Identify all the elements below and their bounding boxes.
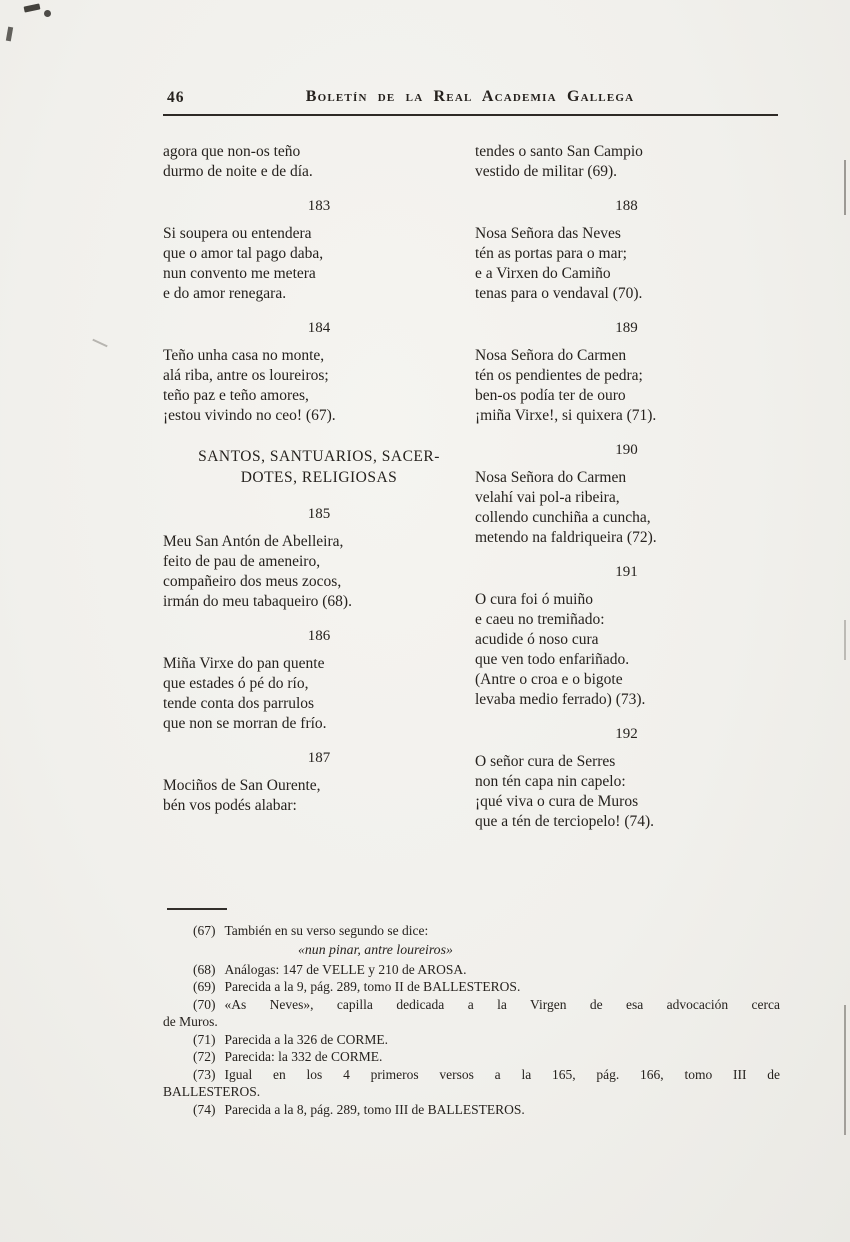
footnote — [163, 1101, 780, 1119]
verse-number: 186 — [307, 628, 331, 644]
verse-line: velahí vai pol-a ribeira, — [475, 489, 620, 506]
footnote-text: También en su verso segundo se dice: — [224, 923, 429, 938]
verse-block — [475, 724, 778, 832]
verse-line: vestido de militar (69). — [475, 163, 618, 180]
verse-line: ¡qué viva o cura de Muros — [475, 793, 639, 810]
verse-number: 184 — [307, 320, 331, 336]
verse-line: tende conta dos parrulos — [163, 695, 315, 712]
footnote-marker: (67) — [193, 923, 216, 938]
verse-line: non tén capa nin capelo: — [475, 773, 626, 790]
scan-speck — [6, 27, 13, 42]
verse-block — [163, 318, 475, 426]
verse-line: collendo cunchiña a cuncha, — [475, 509, 651, 526]
verse-line: tén os pendientes de pedra; — [475, 367, 643, 384]
verse-line: irmán do meu tabaqueiro (68). — [163, 593, 352, 610]
footnote-text: Parecida a la 9, pág. 289, tomo II de BALLESTEROS. — [224, 979, 521, 994]
verse-block — [475, 142, 778, 182]
footnote-marker: (73) — [193, 1066, 216, 1082]
verse-line: O señor cura de Serres — [475, 753, 616, 770]
header-rule — [163, 114, 778, 116]
footnote-line — [163, 1048, 780, 1066]
verse-line: ben-os podía ter de ouro — [475, 387, 626, 404]
footnote-text: Parecida a la 8, pág. 289, tomo III de BALLESTEROS. — [224, 1101, 525, 1117]
verse-line: Nosa Señora do Carmen — [475, 347, 627, 364]
footnote — [163, 1031, 780, 1049]
verse-block — [475, 562, 778, 710]
verse-line: ¡miña Virxe!, si quixera (71). — [475, 407, 657, 424]
verse-line: tenas para o vendaval (70). — [475, 285, 643, 302]
verse-line: tén as portas para o mar; — [475, 245, 627, 262]
footnote — [163, 1066, 780, 1101]
footnote-marker: (71) — [193, 1031, 216, 1047]
verse-line: levaba medio ferrado) (73). — [475, 691, 646, 708]
verse-line: compañeiro dos meus zocos, — [163, 573, 342, 590]
text-body — [163, 142, 778, 846]
verse-line: teño paz e teño amores, — [163, 387, 309, 404]
verse-line: que a tén de terciopelo! (74). — [475, 813, 655, 830]
verse-line: feito de pau de ameneiro, — [163, 553, 321, 570]
verse-line: e do amor renegara. — [163, 285, 287, 302]
footnote-line: BALLESTEROS. — [163, 1084, 261, 1099]
verse-number: 188 — [615, 198, 638, 214]
verse-number: 187 — [307, 750, 331, 766]
verse-line: (Antre o croa e o bigote — [475, 671, 623, 688]
verse-line: ¡estou vivindo no ceo! (67). — [163, 407, 336, 424]
verse-block — [475, 440, 778, 548]
footnote-line — [163, 1066, 780, 1084]
verse-line: Meu San Antón de Abelleira, — [163, 533, 344, 550]
verse-block — [163, 748, 475, 816]
verse-line: O cura foi ó muiño — [475, 591, 593, 608]
scan-smudge — [92, 339, 107, 348]
verse-block — [475, 318, 778, 426]
heading-line: DOTES, RELIGIOSAS — [240, 469, 398, 486]
verse-line: metendo na faldriqueira (72). — [475, 529, 657, 546]
footnote-line: de Muros. — [163, 1014, 218, 1029]
verse-line: agora que non-os teño — [163, 143, 301, 160]
verse-line: e a Virxen do Camiño — [475, 265, 611, 282]
column-left — [163, 142, 475, 846]
footnote-line — [163, 922, 780, 940]
verse-line: alá riba, antre os loureiros; — [163, 367, 329, 384]
verse-line: que o amor tal pago daba, — [163, 245, 324, 262]
verse-number: 192 — [615, 726, 638, 742]
verse-line: Mociños de San Ourente, — [163, 777, 321, 794]
footnote — [163, 961, 780, 979]
scan-edge-line — [844, 620, 846, 660]
page-number: 46 — [167, 89, 185, 106]
footnote-text: Igual en los 4 primeros versos a la 165, pág. 166, tomo III de — [224, 1066, 780, 1082]
footnote-marker: (68) — [193, 961, 216, 977]
heading-line: SANTOS, SANTUARIOS, SACER- — [198, 448, 440, 465]
footnote — [163, 922, 780, 959]
verse-line: que non se morran de frío. — [163, 715, 327, 732]
verse-line: que ven todo enfariñado. — [475, 651, 630, 668]
verse-block — [163, 142, 475, 182]
scan-edge-line — [844, 1005, 846, 1135]
footnote-text: Análogas: 147 de VELLE y 210 de AROSA. — [224, 961, 467, 977]
verse-number: 190 — [615, 442, 638, 458]
verse-line: durmo de noite e de día. — [163, 163, 313, 180]
footnote-line — [163, 978, 780, 996]
verse-line: Nosa Señora das Neves — [475, 225, 621, 242]
verse-block — [475, 196, 778, 304]
verse-line: nun convento me metera — [163, 265, 316, 282]
footnote-separator — [167, 908, 227, 910]
verse-number: 185 — [307, 506, 331, 522]
verse-line: Teño unha casa no monte, — [163, 347, 325, 364]
footnote-marker: (72) — [193, 1049, 216, 1064]
section-heading — [167, 446, 471, 488]
verse-line: que estades ó pé do río, — [163, 675, 309, 692]
footnote — [163, 996, 780, 1031]
footnote — [163, 1048, 780, 1066]
column-right — [475, 142, 778, 846]
footnote-quote: «nun pinar, antre loureiros» — [298, 941, 453, 957]
verse-line: Si soupera ou entendera — [163, 225, 312, 242]
footnote-line — [163, 1031, 780, 1049]
footnotes — [163, 922, 780, 1118]
footnote-marker: (74) — [193, 1101, 216, 1117]
verse-block — [163, 626, 475, 734]
footnote-line — [163, 996, 780, 1014]
footnote-marker: (70) — [193, 996, 216, 1012]
footnote-text: Parecida a la 326 de CORME. — [224, 1031, 388, 1047]
verse-block — [163, 504, 475, 612]
footnote-marker: (69) — [193, 979, 216, 994]
verse-number: 189 — [615, 320, 638, 336]
scan-speck — [24, 3, 41, 12]
footnote — [163, 978, 780, 996]
footnote-text: «As Neves», capilla dedicada a la Virgen de esa advocación cerca — [224, 996, 780, 1012]
verse-line: tendes o santo San Campio — [475, 143, 643, 160]
verse-line: Nosa Señora do Carmen — [475, 469, 627, 486]
verse-line: bén vos podés alabar: — [163, 797, 297, 814]
verse-block — [163, 196, 475, 304]
footnote-line — [163, 961, 780, 979]
page-header — [163, 88, 777, 110]
scan-speck — [44, 10, 51, 17]
footnote-text: Parecida: la 332 de CORME. — [224, 1049, 383, 1064]
verse-line: acudide ó noso cura — [475, 631, 599, 648]
verse-line: Miña Virxe do pan quente — [163, 655, 325, 672]
scan-edge-line — [844, 160, 846, 215]
verse-number: 183 — [307, 198, 331, 214]
verse-number: 191 — [615, 564, 638, 580]
footnote-line — [163, 1101, 780, 1119]
verse-line: e caeu no tremiñado: — [475, 611, 605, 628]
journal-title: Boletín de la Real Academia Gallega — [305, 88, 635, 105]
